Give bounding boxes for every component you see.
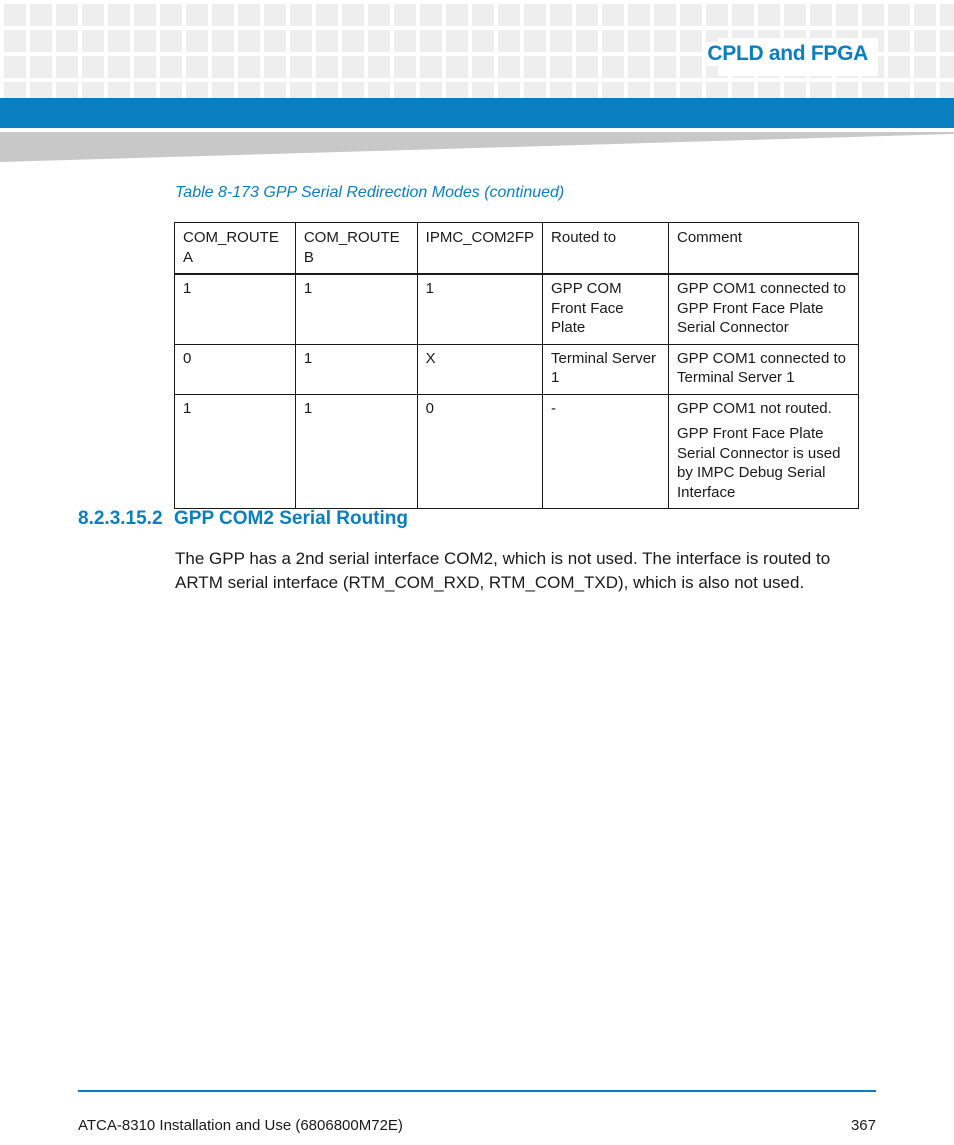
table-header-row (175, 223, 859, 275)
header-grey-wedge (0, 128, 954, 164)
cell-com-route-b: 1 (295, 394, 417, 509)
comment-line: GPP COM1 connected to GPP Front Face Plate Serial Connector (677, 280, 846, 336)
section-title: GPP COM2 Serial Routing (174, 508, 409, 529)
cell-com-route-a: 0 (175, 344, 296, 394)
cell-com-route-a: 1 (175, 274, 296, 344)
column-header: COM_ROUTE B (295, 223, 417, 275)
table-caption: Table 8-173 GPP Serial Redirection Modes (continued) (175, 184, 565, 201)
section-heading (78, 508, 408, 530)
cell-routed-to: - (543, 394, 669, 509)
serial-redirection-table (174, 222, 859, 509)
column-header: COM_ROUTE A (175, 223, 296, 275)
table-row (175, 274, 859, 344)
comment-line: GPP COM1 not routed. (677, 399, 832, 417)
footer-page-number: 367 (850, 1117, 876, 1134)
cell-com-route-a: 1 (175, 394, 296, 509)
body-paragraph: The GPP has a 2nd serial interface COM2, which is not used. The interface is routed to ARTM serial interface (RTM_COM_RXD, RTM_COM_TXD), which is also not used. (175, 549, 831, 592)
cell-ipmc-com2fp: 1 (417, 274, 542, 344)
cell-comment (669, 274, 859, 344)
cell-com-route-b: 1 (295, 274, 417, 344)
column-header: IPMC_COM2FP (417, 223, 542, 275)
table-row (175, 344, 859, 394)
column-header: Routed to (543, 223, 669, 275)
header-blue-band (0, 98, 954, 128)
cell-ipmc-com2fp: X (417, 344, 542, 394)
cell-routed-to: GPP COM Front Face Plate (543, 274, 669, 344)
comment-line: GPP COM1 connected to Terminal Server 1 (677, 349, 846, 386)
footer-document-title: ATCA-8310 Installation and Use (6806800M72E) (78, 1117, 403, 1134)
cell-com-route-b: 1 (295, 344, 417, 394)
cell-ipmc-com2fp: 0 (417, 394, 542, 509)
footer-rule (78, 1090, 876, 1092)
comment-line: GPP Front Face Plate Serial Connector is used by IMPC Debug Serial Interface (677, 425, 841, 501)
cell-routed-to: Terminal Server 1 (543, 344, 669, 394)
column-header: Comment (669, 223, 859, 275)
cell-comment (669, 344, 859, 394)
section-number: 8.2.3.15.2 (78, 508, 163, 529)
cell-comment (669, 394, 859, 509)
table-row (175, 394, 859, 509)
chapter-title: CPLD and FPGA (703, 42, 872, 66)
